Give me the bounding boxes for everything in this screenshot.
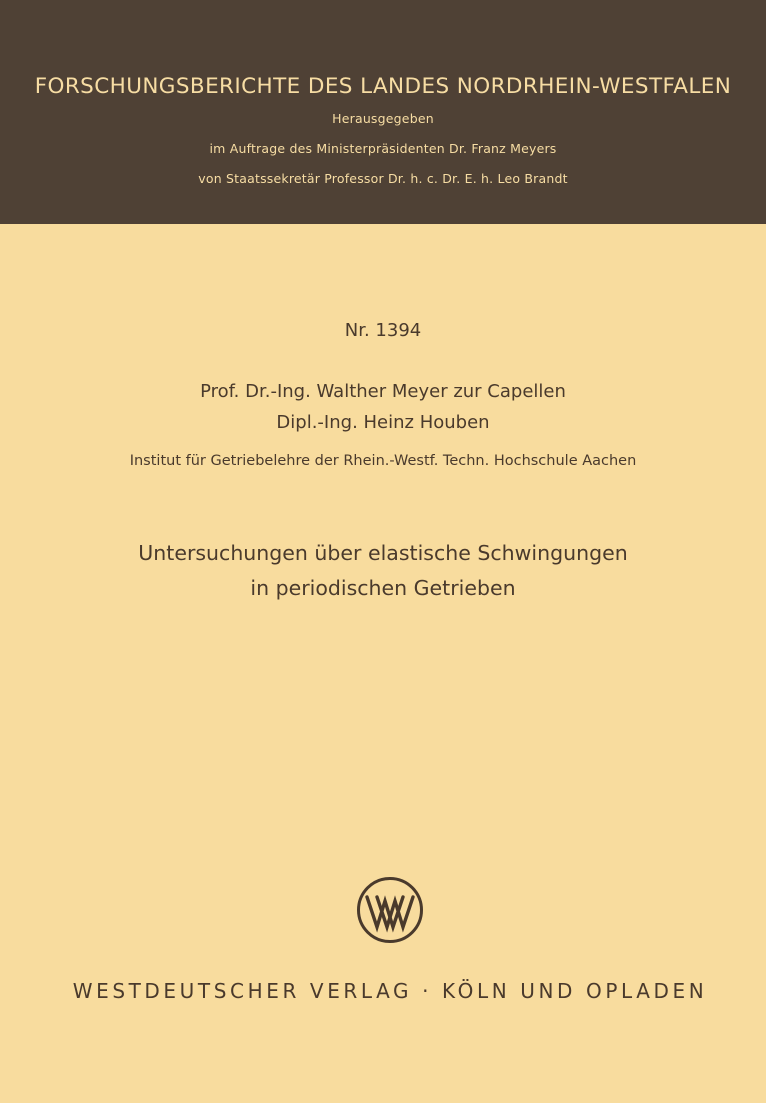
author-1: Prof. Dr.-Ing. Walther Meyer zur Capellen bbox=[200, 381, 566, 402]
report-number: Nr. 1394 bbox=[344, 320, 422, 341]
series-title: FORSCHUNGSBERICHTE DES LANDES NORDRHEIN-WESTFALEN bbox=[34, 74, 732, 99]
institute: Institut für Getriebelehre der Rhein.-Westf. Techn. Hochschule Aachen bbox=[129, 453, 637, 469]
editor-line-1: im Auftrage des Ministerpräsidenten Dr. Franz Meyers bbox=[209, 141, 557, 156]
title-line-1: Untersuchungen über elastische Schwingungen bbox=[138, 541, 628, 565]
header-band bbox=[0, 0, 766, 224]
publisher-line: WESTDEUTSCHER VERLAG · KÖLN UND OPLADEN bbox=[72, 979, 708, 1003]
editor-label: Herausgegeben bbox=[332, 111, 434, 126]
title-line-2: in periodischen Getrieben bbox=[250, 576, 516, 600]
ww-circle-logo-icon bbox=[355, 875, 425, 945]
author-2: Dipl.-Ing. Heinz Houben bbox=[276, 412, 490, 433]
editor-line-2: von Staatssekretär Professor Dr. h. c. Dr. E. h. Leo Brandt bbox=[198, 171, 568, 186]
